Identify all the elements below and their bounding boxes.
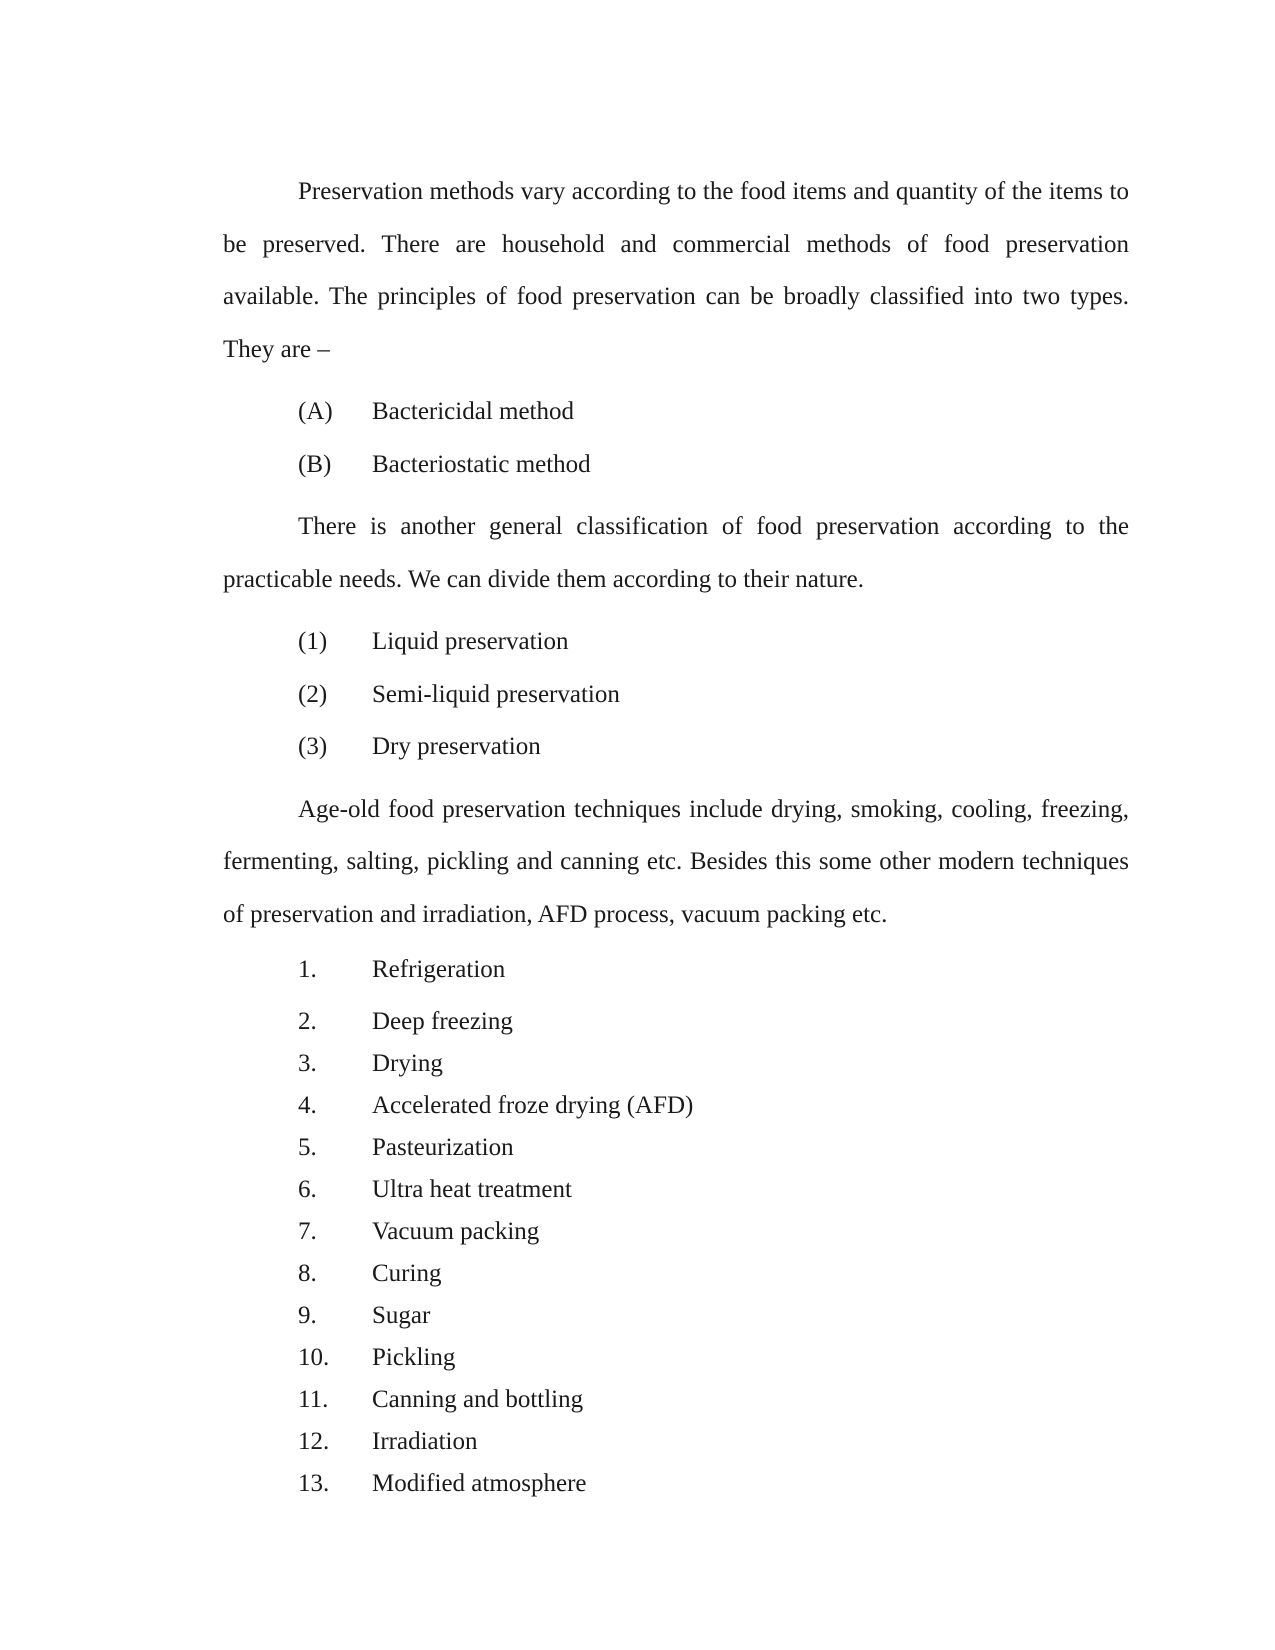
- list-item-text: Pasteurization: [372, 1134, 514, 1161]
- list-marker: 11.: [298, 1386, 329, 1413]
- list-item: [298, 1295, 1129, 1337]
- document-page: [223, 166, 1129, 1505]
- list-item-text: Semi-liquid preservation: [372, 680, 620, 708]
- list-marker: 3.: [298, 1050, 317, 1077]
- list-item: [298, 1253, 1129, 1295]
- list-marker: 13.: [298, 1470, 330, 1497]
- list-item: [298, 386, 1129, 439]
- list-item-text: Accelerated froze drying (AFD): [372, 1092, 694, 1119]
- list-item: [298, 1043, 1129, 1085]
- list-item: [298, 1169, 1129, 1211]
- list-item-text: Liquid preservation: [372, 628, 569, 655]
- list-item: [298, 439, 1129, 492]
- list-marker: (B): [298, 450, 332, 478]
- list-marker: 1.: [298, 956, 317, 983]
- list-item-text: Bacteriostatic method: [372, 450, 591, 478]
- techniques-paragraph: Age-old food preservation techniques include drying, smoking, cooling, freezing, fermenting, salting, pickling and canning etc. Besides this some other modern techniques of preservation and irradiation, AFD process, vacuum packing etc.: [223, 795, 1129, 928]
- list-item-text: Pickling: [372, 1344, 456, 1371]
- list-item-text: Modified atmosphere: [372, 1470, 587, 1497]
- list-item-text: Ultra heat treatment: [372, 1176, 572, 1203]
- list-item-text: Curing: [372, 1260, 442, 1287]
- list-marker: 2.: [298, 1008, 317, 1035]
- techniques-list: [223, 949, 1129, 1505]
- list-marker: 7.: [298, 1218, 317, 1245]
- list-marker: 9.: [298, 1302, 317, 1329]
- list-marker: (3): [298, 733, 328, 760]
- list-marker: (2): [298, 680, 328, 708]
- list-item-text: Bactericidal method: [372, 398, 575, 425]
- intro-paragraph: Preservation methods vary according to the food items and quantity of the items to be preserved. There are household and commercial methods of food preservation available. The principles of food preservation can be broadly classified into two types. They are –: [223, 178, 1129, 363]
- list-item: [298, 1001, 1129, 1043]
- list-item: [298, 1337, 1129, 1379]
- list-item: [298, 949, 1129, 1001]
- list-marker: 5.: [298, 1134, 317, 1161]
- list-item: [298, 669, 1129, 722]
- list-item-text: Vacuum packing: [372, 1218, 540, 1245]
- list-marker: 6.: [298, 1176, 317, 1203]
- list-marker: 4.: [298, 1092, 317, 1119]
- list-marker: (1): [298, 628, 328, 655]
- list-item: [298, 721, 1129, 774]
- list-item: [298, 616, 1129, 669]
- list-item-text: Refrigeration: [372, 956, 506, 983]
- list-item-text: Canning and bottling: [372, 1386, 584, 1413]
- list-item-text: Irradiation: [372, 1428, 478, 1455]
- list-item-text: Sugar: [372, 1302, 431, 1329]
- list-item: [298, 1463, 1129, 1505]
- list-item: [298, 1379, 1129, 1421]
- list-marker: 12.: [298, 1428, 330, 1455]
- list-item: [298, 1211, 1129, 1253]
- list-item-text: Drying: [372, 1050, 443, 1077]
- list-item: [298, 1421, 1129, 1463]
- list-item-text: Deep freezing: [372, 1008, 513, 1035]
- list-item-text: Dry preservation: [372, 733, 541, 760]
- principles-list: [223, 386, 1129, 491]
- list-marker: 10.: [298, 1344, 330, 1371]
- list-marker: (A): [298, 398, 333, 425]
- list-marker: 8.: [298, 1260, 317, 1287]
- nature-list: [223, 616, 1129, 774]
- classification-paragraph: There is another general classification of food preservation according to the practicable needs. We can divide them according to their nature.: [223, 513, 1129, 593]
- list-item: [298, 1085, 1129, 1127]
- list-item: [298, 1127, 1129, 1169]
